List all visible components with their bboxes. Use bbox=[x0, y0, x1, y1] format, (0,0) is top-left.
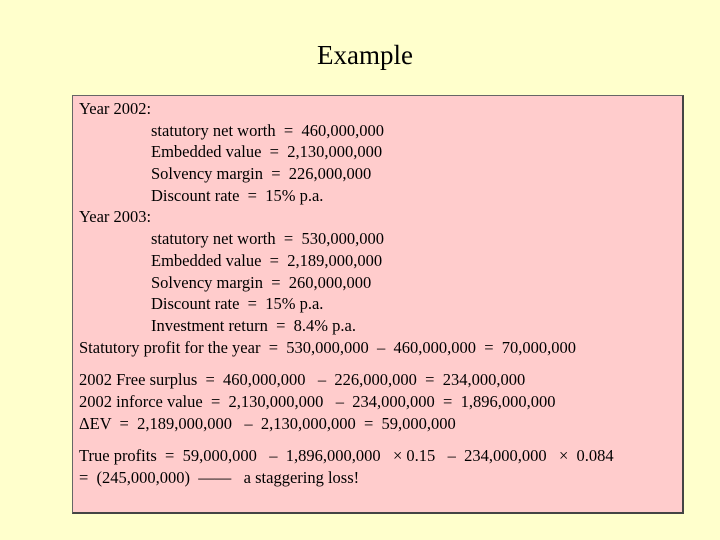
free-surplus-line: 2002 Free surplus = 460,000,000 – 226,000,000 = 234,000,000 bbox=[79, 370, 526, 390]
delta-ev-line: ΔEV = 2,189,000,000 – 2,130,000,000 = 59,000,000 bbox=[79, 413, 456, 433]
staggering-loss-line: = (245,000,000) —— a staggering loss! bbox=[79, 468, 360, 487]
year-2003-heading: Year 2003: bbox=[79, 207, 152, 227]
year-2003-solvency-margin: Solvency margin = 260,000,000 bbox=[151, 272, 372, 292]
true-profits-line: True profits = 59,000,000 – 1,896,000,000 × 0.15 – 234,000,000 × 0.084 bbox=[79, 446, 614, 466]
inforce-value-line: 2002 inforce value = 2,130,000,000 – 234,000,000 = 1,896,000,000 bbox=[79, 391, 556, 411]
section-gap bbox=[79, 434, 682, 445]
year-2002-discount-rate: Discount rate = 15% p.a. bbox=[151, 185, 324, 205]
statutory-profit-line: Statutory profit for the year = 530,000,000 – 460,000,000 = 70,000,000 bbox=[79, 337, 577, 357]
year-2002-statutory-net-worth: statutory net worth = 460,000,000 bbox=[151, 120, 384, 140]
section-gap bbox=[79, 358, 682, 369]
slide-title: Example bbox=[317, 40, 413, 70]
year-2003-embedded-value: Embedded value = 2,189,000,000 bbox=[151, 250, 383, 270]
year-2003-statutory-net-worth: statutory net worth = 530,000,000 bbox=[151, 229, 384, 249]
year-2002-solvency-margin: Solvency margin = 226,000,000 bbox=[151, 164, 372, 184]
example-content-box bbox=[72, 95, 684, 514]
year-2002-heading: Year 2002: bbox=[79, 99, 152, 118]
year-2002-embedded-value: Embedded value = 2,130,000,000 bbox=[151, 142, 383, 162]
year-2003-investment-return: Investment return = 8.4% p.a. bbox=[151, 315, 356, 335]
year-2003-discount-rate: Discount rate = 15% p.a. bbox=[151, 294, 324, 314]
